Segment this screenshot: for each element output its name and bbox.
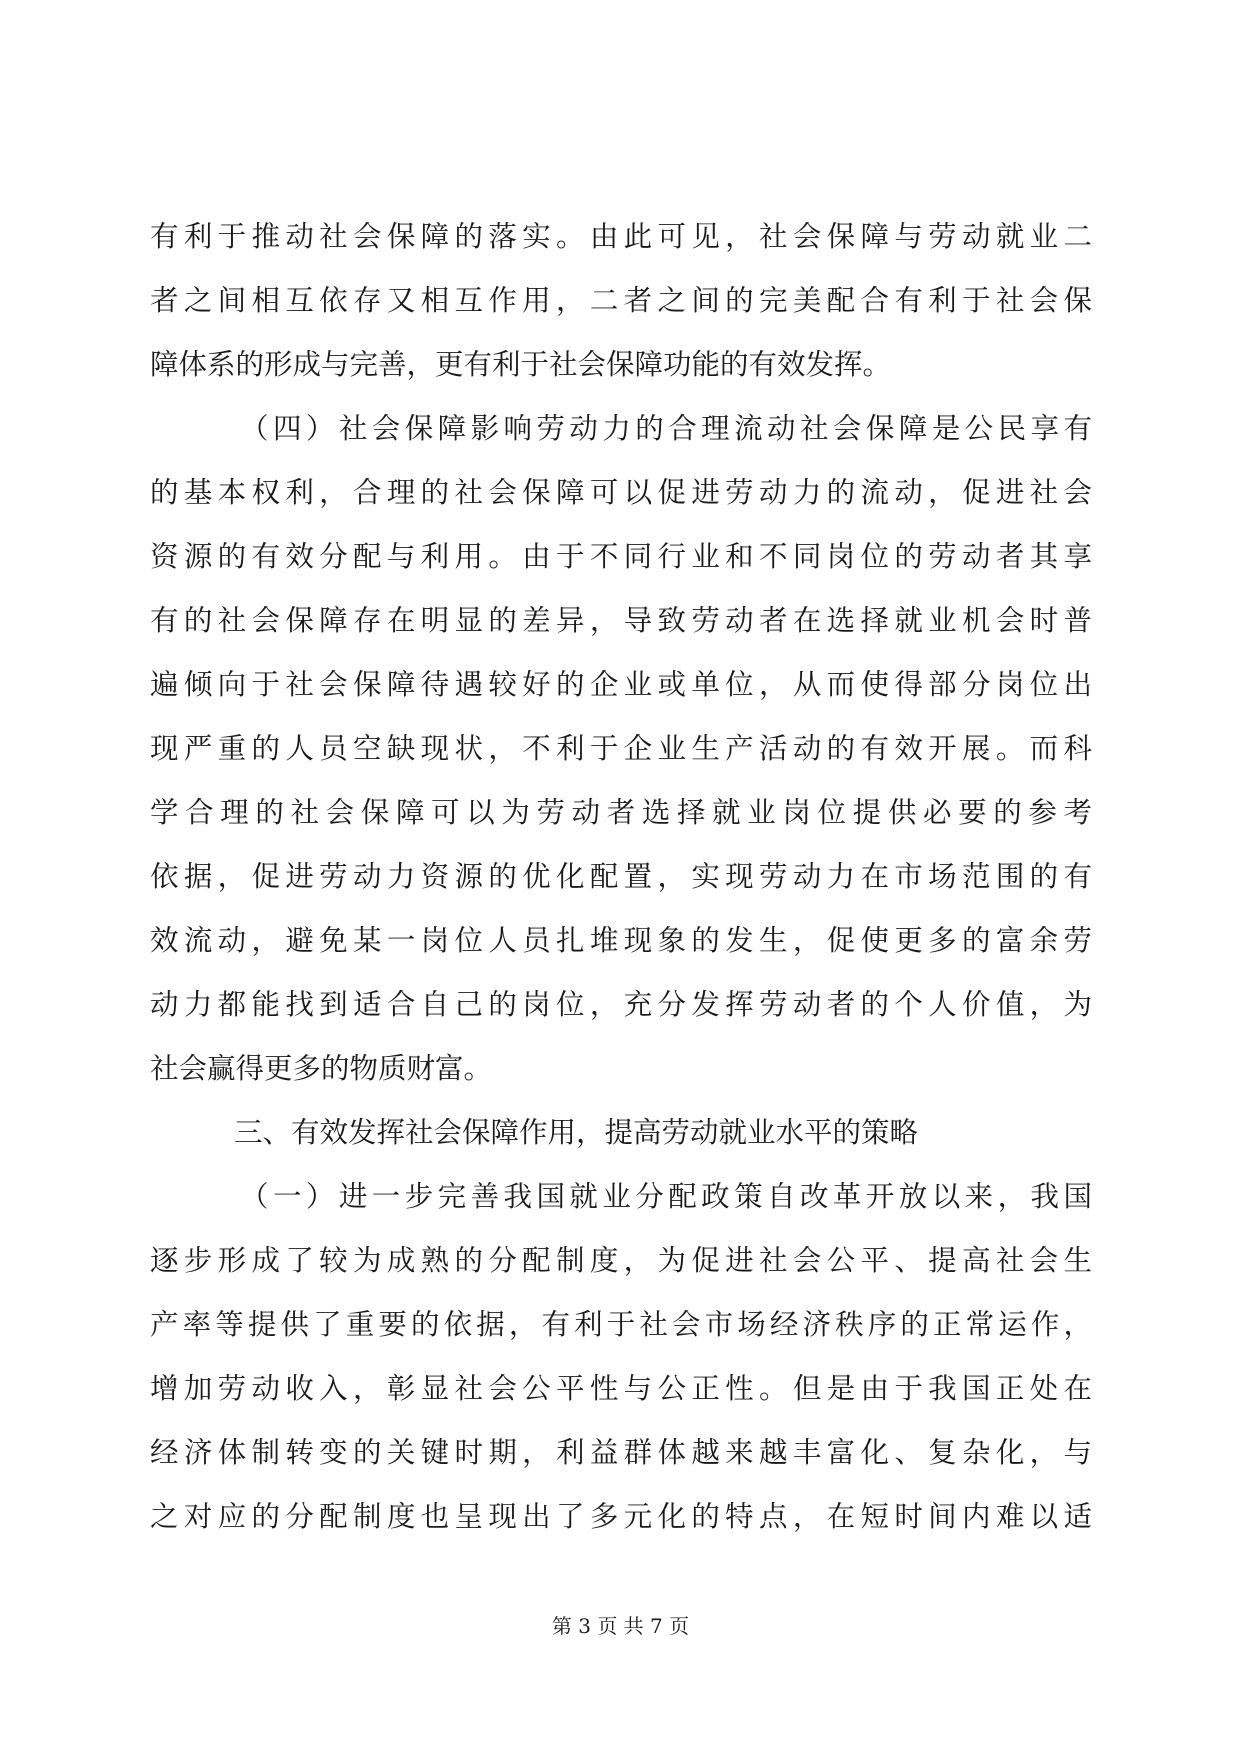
- text-line: 之对应的分配制度也呈现出了多元化的特点，在短时间内难以适: [150, 1500, 1092, 1533]
- text-line: 资源的有效分配与利用。由于不同行业和不同岗位的劳动者其享: [150, 540, 1092, 573]
- text-line: 依据，促进劳动力资源的优化配置，实现劳动力在市场范围的有: [150, 860, 1092, 893]
- paragraph-start-line: （一）进一步完善我国就业分配政策自改革开放以来，我国: [240, 1180, 1092, 1213]
- section-heading: 三、有效发挥社会保障作用，提高劳动就业水平的策略: [234, 1116, 919, 1149]
- paragraph-start-line: （四）社会保障影响劳动力的合理流动社会保障是公民享有: [240, 412, 1092, 445]
- text-line: 效流动，避免某一岗位人员扎堆现象的发生，促使更多的富余劳: [150, 924, 1092, 957]
- text-line: 产率等提供了重要的依据，有利于社会市场经济秩序的正常运作，: [150, 1308, 1092, 1341]
- text-line: 动力都能找到适合自己的岗位，充分发挥劳动者的个人价值，为: [150, 988, 1092, 1021]
- text-line: 社会赢得更多的物质财富。: [150, 1052, 493, 1085]
- text-line: 学合理的社会保障可以为劳动者选择就业岗位提供必要的参考: [150, 796, 1092, 829]
- text-line: 经济体制转变的关键时期，利益群体越来越丰富化、复杂化，与: [150, 1436, 1092, 1469]
- text-line: 有利于推动社会保障的落实。由此可见，社会保障与劳动就业二: [150, 220, 1092, 253]
- body-text: [150, 205, 1092, 1549]
- text-line: 的基本权利，合理的社会保障可以促进劳动力的流动，促进社会: [150, 476, 1092, 509]
- text-line: 者之间相互依存又相互作用，二者之间的完美配合有利于社会保: [150, 284, 1092, 317]
- text-line: 增加劳动收入，彰显社会公平性与公正性。但是由于我国正处在: [150, 1372, 1092, 1405]
- text-line: 障体系的形成与完善，更有利于社会保障功能的有效发挥。: [150, 348, 892, 381]
- text-line: 现严重的人员空缺现状，不利于企业生产活动的有效开展。而科: [150, 732, 1092, 765]
- text-line: 逐步形成了较为成熟的分配制度，为促进社会公平、提高社会生: [150, 1244, 1092, 1277]
- text-line: 遍倾向于社会保障待遇较好的企业或单位，从而使得部分岗位出: [150, 668, 1092, 701]
- page-footer: 第 3 页 共 7 页: [551, 1614, 690, 1638]
- text-line: 有的社会保障存在明显的差异，导致劳动者在选择就业机会时普: [150, 604, 1092, 637]
